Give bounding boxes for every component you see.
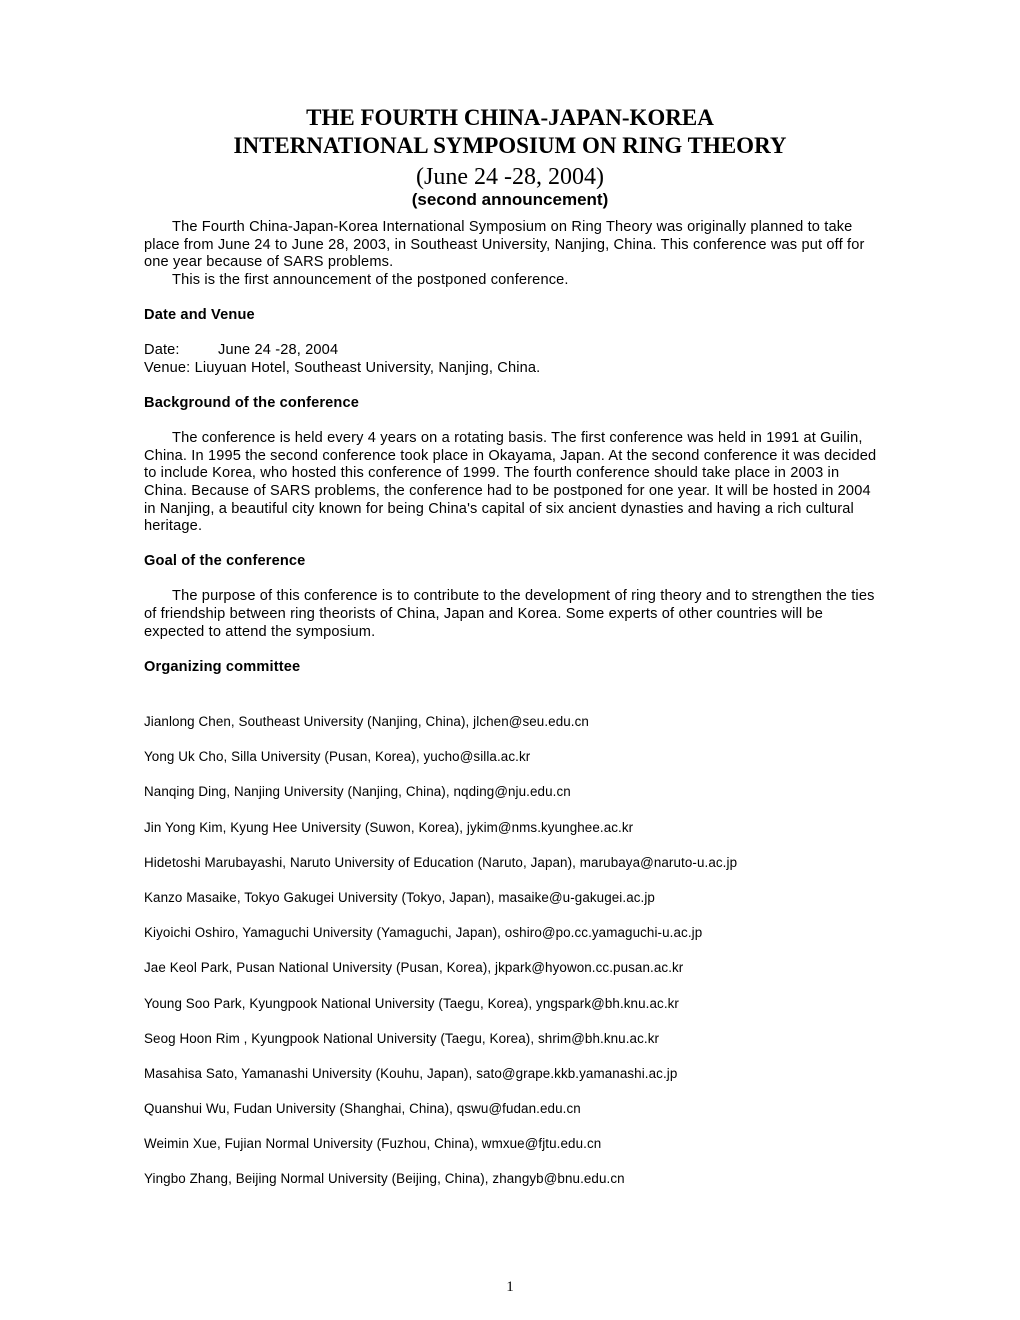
background-heading: Background of the conference (144, 394, 360, 411)
committee-member: Weimin Xue, Fujian Normal University (Fuzhou, China), wmxue@fjtu.edu.cn (144, 1136, 602, 1152)
goal-heading: Goal of the conference (144, 553, 306, 570)
venue-line (144, 360, 884, 378)
committee-member: Yong Uk Cho, Silla University (Pusan, Korea), yucho@silla.ac.kr (144, 749, 531, 765)
committee-member: Young Soo Park, Kyungpook National University (Taegu, Korea), yngspark@bh.knu.ac.kr (144, 995, 679, 1011)
committee-member: Quanshui Wu, Fudan University (Shanghai, China), qswu@fudan.edu.cn (144, 1101, 581, 1117)
committee-member: Seog Hoon Rim , Kyungpook National University (Taegu, Korea), shrim@bh.knu.ac.kr (144, 1030, 660, 1046)
committee-member: Yingbo Zhang, Beijing Normal University (Beijing, China), zhangyb@bnu.edu.cn (144, 1171, 625, 1187)
body-content (144, 219, 884, 676)
title-line-1: THE FOURTH CHINA-JAPAN-KOREA (306, 105, 714, 130)
date-label: Date: (144, 342, 180, 359)
committee-member: Kanzo Masaike, Tokyo Gakugei University (Tokyo, Japan), masaike@u-gakugei.ac.jp (144, 889, 655, 905)
committee-member: Jianlong Chen, Southeast University (Nanjing, China), jlchen@seu.edu.cn (144, 714, 589, 729)
page-number: 1 (506, 1279, 514, 1295)
title-date: (June 24 -28, 2004) (416, 164, 604, 190)
committee-member: Kiyoichi Oshiro, Yamaguchi University (Yamaguchi, Japan), oshiro@po.cc.yamaguchi-u.ac.jp (144, 925, 703, 941)
goal-paragraph: The purpose of this conference is to contribute to the development of ring theory and to strengthen the ties of friendship between ring theorists of China, Japan and Korea. Some experts of other countries will be expected to attend the symposium. (144, 588, 875, 640)
committee-member: Jin Yong Kim, Kyung Hee University (Suwon, Korea), jykim@nms.kyunghee.ac.kr (144, 819, 634, 835)
committee-member: Nanqing Ding, Nanjing University (Nanjing, China), nqding@nju.edu.cn (144, 784, 571, 800)
committee-heading: Organizing committee (144, 658, 301, 675)
date-value: June 24 -28, 2004 (218, 342, 339, 359)
intro-paragraph-2: This is the first announcement of the postponed conference. (172, 271, 569, 288)
committee-member: Hidetoshi Marubayashi, Naruto University of Education (Naruto, Japan), marubaya@naruto-u.ac.jp (144, 854, 738, 870)
date-venue-heading: Date and Venue (144, 306, 255, 323)
intro-paragraph-1: The Fourth China-Japan-Korea International Symposium on Ring Theory was originally planned to take place from June 24 to June 28, 2003, in Southeast University, Nanjing, China. This conference was put off for one year because of SARS problems. (144, 219, 865, 271)
committee-member: Jae Keol Park, Pusan National University (Pusan, Korea), jkpark@hyowon.cc.pusan.ac.kr (144, 960, 684, 976)
venue-label: Venue: (144, 359, 191, 376)
committee-member: Masahisa Sato, Yamanashi University (Kouhu, Japan), sato@grape.kkb.yamanashi.ac.jp (144, 1065, 678, 1081)
background-paragraph: The conference is held every 4 years on a rotating basis. The first conference was held in 1991 at Guilin, China. In 1995 the second conference took place in Okayama, Japan. At the second conference it was decided to include Korea, who hosted this conference of 1999. The fourth conference should take place in 2003 in China. Because of SARS problems, the conference had to be postponed for one year. It will be hosted in 2004 in Nanjing, a beautiful city known for being China's capital of six ancient dynasties and having a rich cultural heritage. (144, 430, 877, 535)
date-line (144, 342, 884, 360)
title-block (0, 104, 1020, 211)
venue-value: Liuyuan Hotel, Southeast University, Nanjing, China. (194, 359, 541, 376)
committee-list (144, 713, 904, 1206)
subtitle: (second announcement) (411, 190, 609, 209)
title-line-2: INTERNATIONAL SYMPOSIUM ON RING THEORY (233, 133, 787, 158)
